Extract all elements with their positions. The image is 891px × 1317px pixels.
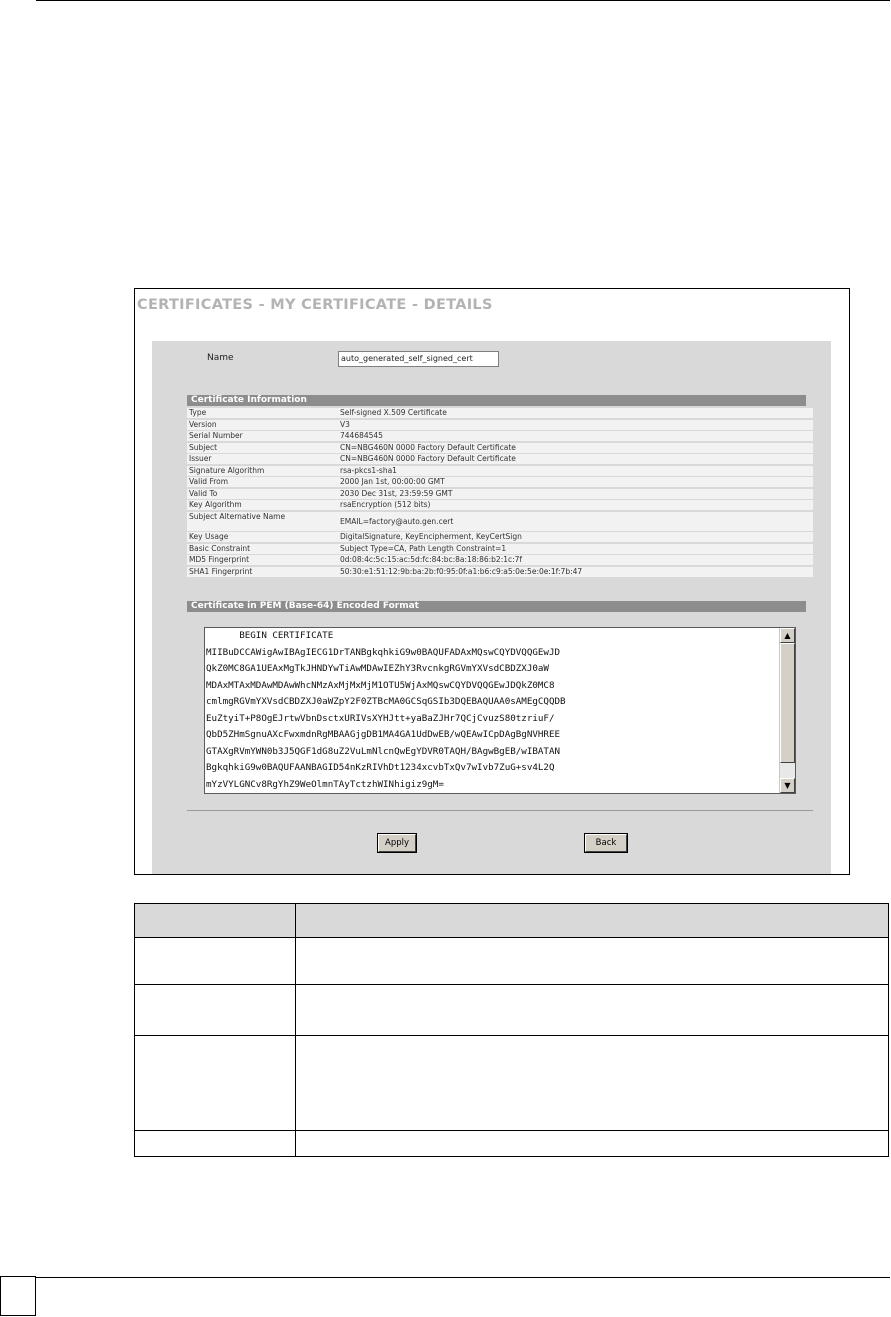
info-row xyxy=(187,466,813,476)
pem-line: BEGIN CERTIFICATE xyxy=(206,630,334,641)
info-value: 2000 Jan 1st, 00:00:00 GMT xyxy=(340,477,445,486)
info-row xyxy=(187,489,813,499)
info-value: 0d:08:4c:5c:15:ac:5d:fc:84:bc:8a:18:86:b2:1c:7f xyxy=(340,555,523,564)
info-value: Self-signed X.509 Certificate xyxy=(340,408,447,417)
table-row xyxy=(135,938,889,985)
table-row xyxy=(135,1036,889,1131)
info-label: Serial Number xyxy=(189,431,243,440)
info-value: 2030 Dec 31st, 23:59:59 GMT xyxy=(340,488,453,498)
table-cell xyxy=(135,1036,296,1131)
field-description-table xyxy=(134,903,889,1157)
pem-line: BgkqhkiG9w0BAQUFAANBAGID54nKzRIVhDt1234xcvbTxQv7wIvb7ZuG+sv4L2Q xyxy=(206,762,555,773)
table-cell xyxy=(296,1131,889,1157)
back-button[interactable]: Back xyxy=(585,834,627,852)
info-row xyxy=(187,431,813,441)
info-label: SHA1 Fingerprint xyxy=(189,566,253,576)
info-value: CN=NBG460N 0000 Factory Default Certificate xyxy=(340,454,516,463)
info-row xyxy=(187,420,813,430)
info-label: Basic Constraint xyxy=(189,543,251,553)
info-row xyxy=(187,454,813,464)
apply-button[interactable]: Apply xyxy=(378,834,416,852)
scroll-thumb[interactable] xyxy=(780,643,795,763)
info-value: 744684545 xyxy=(340,431,383,440)
pem-text xyxy=(206,628,776,793)
table-cell xyxy=(135,985,296,1036)
info-label: Type xyxy=(189,408,207,417)
top-rule xyxy=(36,0,890,1)
table-row xyxy=(135,1131,889,1157)
footer-rule xyxy=(36,1277,890,1278)
scroll-up-icon[interactable]: ▲ xyxy=(780,628,795,643)
divider xyxy=(187,810,813,811)
pem-line: mYzVYLGNCv8RgYhZ9WeOlmnTAyTctzhWINhigiz9gM= xyxy=(206,778,444,790)
name-field[interactable]: auto_generated_self_signed_cert xyxy=(338,351,499,367)
info-row xyxy=(187,408,813,418)
pem-line: QkZ0MC8GA1UEAxMgTkJHNDYwTiAwMDAwIEZhY3RvcnkgRGVmYXVsdCBDZXJ0aW xyxy=(206,663,549,674)
info-value: rsa-pkcs1-sha1 xyxy=(340,465,397,475)
info-value: 50:30:e1:51:12:9b:ba:2b:f0:95:0f:a1:b6:c9:a5:0e:5e:0e:1f:7b:47 xyxy=(340,566,583,576)
screenshot-frame xyxy=(134,288,850,875)
info-value: CN=NBG460N 0000 Factory Default Certificate xyxy=(340,442,516,452)
table-cell xyxy=(296,1036,889,1131)
info-label: Version xyxy=(189,419,217,429)
table-header-cell xyxy=(296,904,889,938)
pem-header: Certificate in PEM (Base-64) Encoded Format xyxy=(187,601,806,612)
info-label: MD5 Fingerprint xyxy=(189,555,250,564)
info-row xyxy=(187,443,813,453)
table-header-cell xyxy=(135,904,296,938)
name-label: Name xyxy=(207,353,234,363)
table-cell xyxy=(135,938,296,985)
info-value: DigitalSignature, KeyEncipherment, KeyCertSign xyxy=(340,532,522,541)
info-row xyxy=(187,567,813,577)
info-row xyxy=(187,477,813,487)
info-row xyxy=(187,512,813,531)
info-label: Key Algorithm xyxy=(189,500,242,509)
table-cell xyxy=(296,985,889,1036)
details-panel xyxy=(152,341,831,874)
pem-line: MDAxMTAxMDAwMDAwWhcNMzAxMjMxMjM1OTU5WjAxMQswCQYDVQQGEwJDQkZ0MC8 xyxy=(206,679,555,691)
table-cell xyxy=(296,938,889,985)
table-cell xyxy=(135,1131,296,1157)
pem-line: QbD5ZHmSgnuAXcFwxmdnRgMBAAGjgDB1MA4GA1UdDwEB/wQEAwICpDAgBgNVHREE xyxy=(206,729,561,740)
table-header-row xyxy=(135,904,889,938)
info-value: rsaEncryption (512 bits) xyxy=(340,500,431,509)
info-value: V3 xyxy=(340,419,350,429)
pem-line: cmlmgRGVmYXVsdCBDZXJ0aWZpY2F0ZTBcMA0GCSqGSIb3DQEBAQUAA0sAMEgCQQDB xyxy=(206,696,566,707)
certificate-information-header: Certificate Information xyxy=(187,395,806,406)
info-label: Valid From xyxy=(189,477,229,486)
info-value: EMAIL=factory@auto.gen.cert xyxy=(340,516,454,526)
info-value: Subject Type=CA, Path Length Constraint=1 xyxy=(340,543,507,553)
info-label: Subject xyxy=(189,442,218,452)
info-label: Key Usage xyxy=(189,532,229,541)
info-row xyxy=(187,500,813,510)
info-row xyxy=(187,544,813,554)
info-row xyxy=(187,532,813,542)
scroll-down-icon[interactable]: ▼ xyxy=(780,778,795,793)
pem-line: GTAXgRVmYWN0b3J5QGF1dG8uZ2VuLmNlcnQwEgYDVR0TAQH/BAgwBgEB/wIBATAN xyxy=(206,745,561,757)
pem-scrollbar[interactable] xyxy=(779,628,795,793)
table-row xyxy=(135,985,889,1036)
pem-line: MIIBuDCCAWigAwIBAgIECG1DrTANBgkqhkiG9w0BAQUFADAxMQswCQYDVQQGEwJD xyxy=(206,646,561,658)
page-title: CERTIFICATES - MY CERTIFICATE - DETAILS xyxy=(137,297,493,313)
info-label: Subject Alternative Name xyxy=(189,511,286,521)
info-label: Issuer xyxy=(189,454,212,463)
pem-textarea[interactable] xyxy=(204,627,796,794)
page-number-box xyxy=(0,1276,36,1316)
info-label: Valid To xyxy=(189,488,218,498)
pem-line: EuZtyiT+P8OgEJrtwVbnDsctxURIVsXYHJtt+yaBaZJHr7QCjCvuzS80tzriuF/ xyxy=(206,712,555,724)
info-label: Signature Algorithm xyxy=(189,465,265,475)
info-row xyxy=(187,555,813,565)
